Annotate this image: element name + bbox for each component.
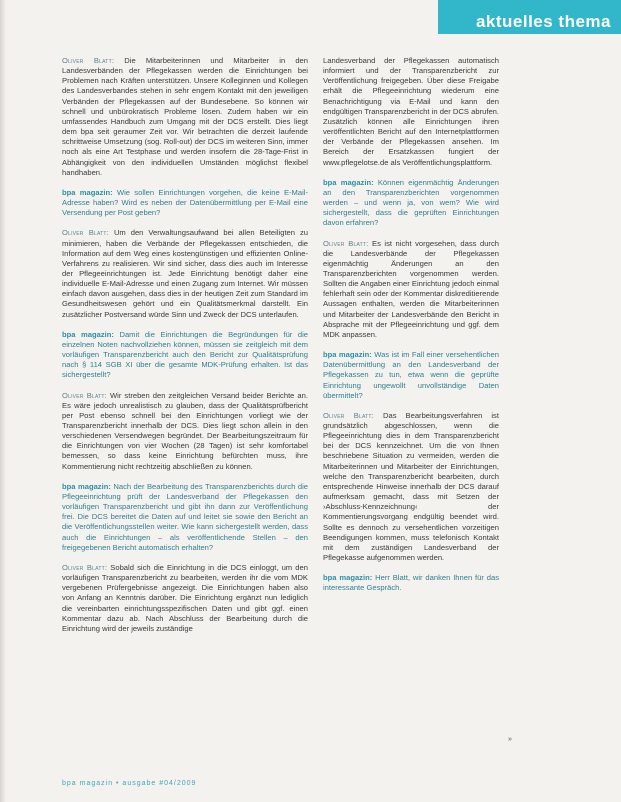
speaker-label-bpa-magazin: bpa magazin:: [62, 329, 114, 339]
paragraph-text: Sobald sich die Einrichtung in die DCS einloggt, um den vorläufigen Transparenzbericht zu bearbeiten, werden ihr die vom MDK vergebenen Prüfergebnisse angezeigt. Die Einrichtungen haben also von Anfang an Kenntnis darüber. Die Einrichtung ergänzt nun lediglich die vereinbarten einrichtungsspezifischen Daten und gibt ggf. einen Kommentar dazu ab. Nach Abschluss der Bearbeitung durch die Einrichtung wird der jeweils zuständige: [62, 562, 308, 633]
interview-question: [323, 573, 499, 593]
continue-marker: »: [508, 736, 512, 743]
paragraph-text: Um den Verwaltungsaufwand bei allen Beteiligten zu minimieren, haben die Verbände der Pflegekassen entschieden, die Information auf dem Weg eines kostengünstigen und effizienten Online-Verfahrens zu realisieren. Wir sind sicher, dass dies auch im Interesse der Pflegeeinrichtungen ist. Jede Einrichtung benötigt daher eine individuelle E-Mail-Adresse und einen Zugang zum Internet. Wir müssen einfach davon ausgehen, dass dies in der heutigen Zeit zum Standard im Gesundheitswesen gehört und ein Qualitätsmerkmal darstellt. Ein zusätzlicher Postversand würde Sinn und Zweck der DCS unterlaufen.: [62, 228, 308, 319]
article-column-right: [323, 56, 499, 604]
interview-question: [323, 178, 499, 229]
interview-answer: [62, 228, 308, 319]
speaker-label-bpa-magazin: bpa magazin:: [62, 187, 113, 197]
speaker-label-oliver-blatt: Oliver Blatt:: [62, 228, 109, 238]
interview-question: [323, 350, 499, 401]
interview-answer: [62, 391, 308, 472]
speaker-label-oliver-blatt: Oliver Blatt:: [323, 238, 369, 248]
interview-answer: [323, 411, 499, 563]
article-column-left: [62, 56, 308, 644]
paragraph-text: Wie sollen Einrichtungen vorgehen, die keine E-Mail-Adresse haben? Wird es neben der Datenübermittlung per E-Mail eine Versendung per Post geben?: [62, 187, 308, 218]
speaker-label-oliver-blatt: Oliver Blatt:: [62, 56, 115, 65]
interview-answer: [62, 563, 308, 634]
paragraph-text: Es ist nicht vorgesehen, dass durch die Landesverbände der Pflegekassen eigenmächtig Änderungen an den Transparenzberichten vorgenommen werden. Sollten die Angaben einer Einrichtung jedoch einmal fehlerhaft sein oder der Kommentar diskreditierende Aussagen enthalten, werden die Mitarbeiterinnen und Mitarbeiter der Landesverbände den Bericht in Absprache mit der Pflegeeinrichtung und ggf. dem MDK anpassen.: [323, 238, 499, 339]
interview-answer: [323, 56, 499, 168]
paragraph-text: Was ist im Fall einer versehentlichen Datenübermittlung an den Landesverband der Pflegekassen zu tun, etwa wenn die geprüfte Einrichtung ungewollt unvollständige Daten übermittelt?: [323, 350, 499, 400]
page-edge-shadow: [0, 0, 6, 802]
interview-answer: [62, 56, 308, 178]
speaker-label-bpa-magazin: bpa magazin:: [323, 177, 374, 187]
paragraph-text: Wir streben den zeitgleichen Versand beider Berichte an. Es wäre jedoch unrealistisch zu glauben, dass der Qualitätsprüfbericht per Post ebenso schnell bei den Einrichtungen vorliegt wie der Transparenzbericht innerhalb der DCS. Dies liegt schon allein in den verschiedenen Versendwegen begründet. Der Bearbeitungszeitraum für die Einrichtungen von vier Wochen (28 Tagen) ist sehr komfortabel bemessen, so dass keine Einrichtung befürchten muss, ihre Kommentierung nicht rechtzeitig abschließen zu können.: [62, 390, 308, 471]
speaker-label-oliver-blatt: Oliver Blatt:: [323, 410, 374, 420]
paragraph-text: Landesverband der Pflegekassen automatisch informiert und der Transparenzbericht zur Veröffentlichung freigegeben. Über diese Freigabe erhält die Pflegeeinrichtung wiederum eine Benachrichtigung via E-Mail und kann den endgültigen Transparenzbericht in der DCS abrufen. Zusätzlich können alle Einrichtungen ihren veröffentlichten Bericht auf den Internetplattformen der Verbände der Pflegekassen ansehen. Im Bereich der Ersatzkassen fungiert der www.pflegelotse.de als Veröffentlichungsplattform.: [323, 56, 499, 167]
speaker-label-bpa-magazin: bpa magazin:: [323, 573, 373, 583]
paragraph-text: Das Bearbeitungsverfahren ist grundsätzlich abgeschlossen, wenn die Pflegeeinrichtung dies in dem Transparenzbericht bei der DCS kennzeichnet. Um die von Ihnen beschriebene Situation zu vermeiden, werden die Mitarbeiterinnen und Mitarbeiter der Einrichtungen, welche den Transparenzbericht bearbeiten, durch entsprechende Hinweise innerhalb der DCS darauf aufmerksam gemacht, dass mit Setzen der ›Abschluss-Kennzeichnung‹ der Kommentierungsvorgang endgültig beendet wird. Sollte es dennoch zu versehentlichen vorzeitigen Beendigungen kommen, muss telefonisch Kontakt mit dem zuständigen Landesverband der Pflegekasse aufgenommen werden.: [323, 410, 499, 563]
interview-question: [62, 482, 308, 553]
page-footer: bpa magazin • ausgabe #04/2009: [62, 780, 197, 787]
interview-answer: [323, 239, 499, 341]
paragraph-text: Nach der Bearbeitung des Transparenzberichts durch die Pflegeeinrichtung prüft der Landesverband der Pflegekassen den vorläufigen Transparenzbericht und gibt ihn dann zur Veröffentlichung frei. Die DCS bereitet die Daten auf und leitet sie sowie den Bericht an die Veröffentlichungsstellen weiter. Wie kann sichergestellt werden, dass auch die Einrichtungen – als veröffentlichende Stellen – den freigegebenen Bericht automatisch erhalten?: [62, 481, 308, 552]
paragraph-text: Damit die Einrichtungen die Begründungen für die einzelnen Noten nachvollziehen können, müssen sie zeitgleich mit dem vorläufigen Transparenzbericht auch den Bericht zur Qualitätsprüfung nach § 114 SGB XI über die gesamte MDK-Prüfung erhalten. Ist das sichergestellt?: [62, 329, 308, 380]
paragraph-text: Herr Blatt, wir danken Ihnen für das interessante Gespräch.: [323, 573, 499, 593]
section-title: aktuelles thema: [475, 12, 611, 31]
speaker-label-oliver-blatt: Oliver Blatt:: [62, 562, 108, 572]
interview-question: [62, 330, 308, 381]
paragraph-text: Können eigenmächtig Änderungen an den Transparenzberichten vorgenommen werden – und wenn ja, von wem? Wie wird sichergestellt, dass die geprüften Einrichtungen davon erfahren?: [323, 177, 499, 228]
speaker-label-oliver-blatt: Oliver Blatt:: [62, 390, 107, 400]
speaker-label-bpa-magazin: bpa magazin:: [323, 350, 372, 360]
paragraph-text: Die Mitarbeiterinnen und Mitarbeiter in den Landesverbänden der Pflegekassen werden die Einrichtungen bei Problemen nach Kräften unterstützen. Unsere Kolleginnen und Kollegen des Landesverbandes stehen in sehr engem Kontakt mit den jeweiligen Verbänden der Pflegekassen auf der Bundesebene. So können wir schnell und unbürokratisch Probleme lösen. Zudem haben wir ein umfassendes Handbuch zum Umgang mit der DCS erstellt. Dies liegt dem bpa seit geraumer Zeit vor. Wir betrachten die derzeit laufende schrittweise Umsetzung (sog. Roll-out) der DCS im weiteren Sinn, immer noch als eine Art Testphase und werden insofern die 28-Tage-Frist in Abhängigkeit von den individuellen Umständen möglichst flexibel handhaben.: [62, 56, 308, 177]
section-header-band: [438, 0, 621, 34]
speaker-label-bpa-magazin: bpa magazin:: [62, 481, 111, 491]
interview-question: [62, 188, 308, 218]
